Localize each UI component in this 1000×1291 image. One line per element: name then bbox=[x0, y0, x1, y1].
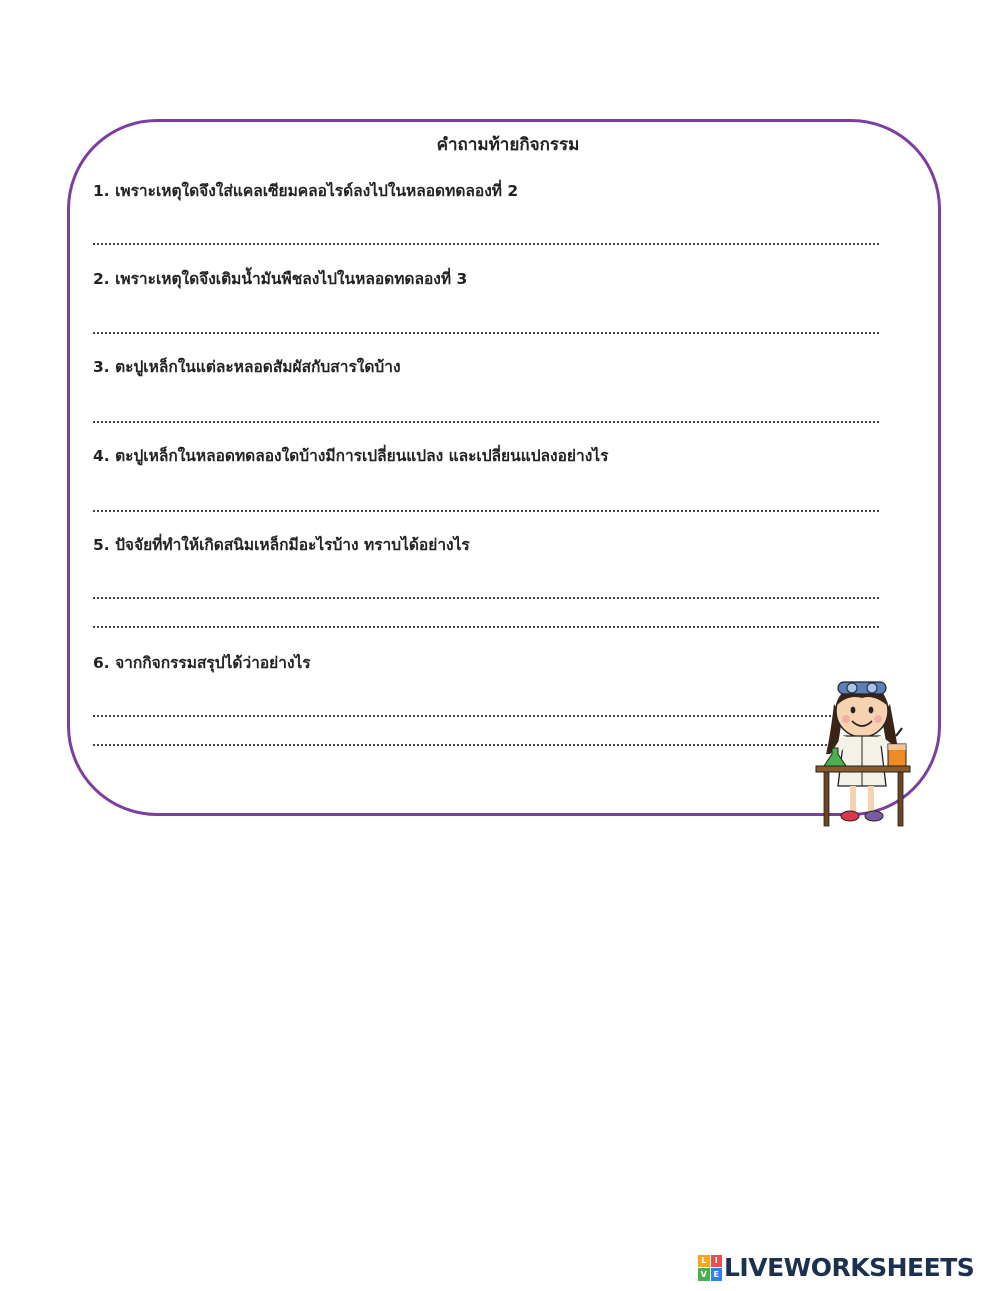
answer-line-4[interactable] bbox=[93, 510, 879, 512]
question-4: 4. ตะปูเหล็กในหลอดทดลองใดบ้างมีการเปลี่ยนแปลง และเปลี่ยนแปลงอย่างไร bbox=[93, 447, 609, 465]
question-2: 2. เพราะเหตุใดจึงเติมน้ำมันพืชลงไปในหลอดทดลองที่ 3 bbox=[93, 270, 468, 288]
scientist-girl-icon bbox=[812, 676, 912, 828]
answer-line-6b[interactable] bbox=[93, 744, 835, 746]
answer-line-2[interactable] bbox=[93, 332, 879, 334]
logo-letter: I bbox=[711, 1255, 723, 1268]
answer-line-5a[interactable] bbox=[93, 597, 879, 599]
logo-letter: E bbox=[711, 1268, 723, 1281]
answer-line-1[interactable] bbox=[93, 243, 879, 245]
question-3: 3. ตะปูเหล็กในแต่ละหลอดสัมผัสกับสารใดบ้าง bbox=[93, 358, 401, 376]
answer-line-3[interactable] bbox=[93, 421, 879, 423]
logo-letter: V bbox=[698, 1268, 710, 1281]
question-1: 1. เพราะเหตุใดจึงใส่แคลเซียมคลอไรด์ลงไปในหลอดทดลองที่ 2 bbox=[93, 182, 519, 200]
logo-letter: L bbox=[698, 1255, 710, 1268]
brand-name: LIVEWORKSHEETS bbox=[724, 1253, 975, 1282]
answer-line-5b[interactable] bbox=[93, 626, 879, 628]
liveworksheets-logo-icon bbox=[698, 1255, 722, 1281]
question-6: 6. จากกิจกรรมสรุปได้ว่าอย่างไร bbox=[93, 654, 311, 672]
worksheet-title: คำถามท้ายกิจกรรม bbox=[436, 135, 580, 155]
question-5: 5. ปัจจัยที่ทำให้เกิดสนิมเหล็กมีอะไรบ้าง ทราบได้อย่างไร bbox=[93, 536, 470, 554]
liveworksheets-brand[interactable] bbox=[698, 1253, 974, 1282]
answer-line-6a[interactable] bbox=[93, 715, 835, 717]
